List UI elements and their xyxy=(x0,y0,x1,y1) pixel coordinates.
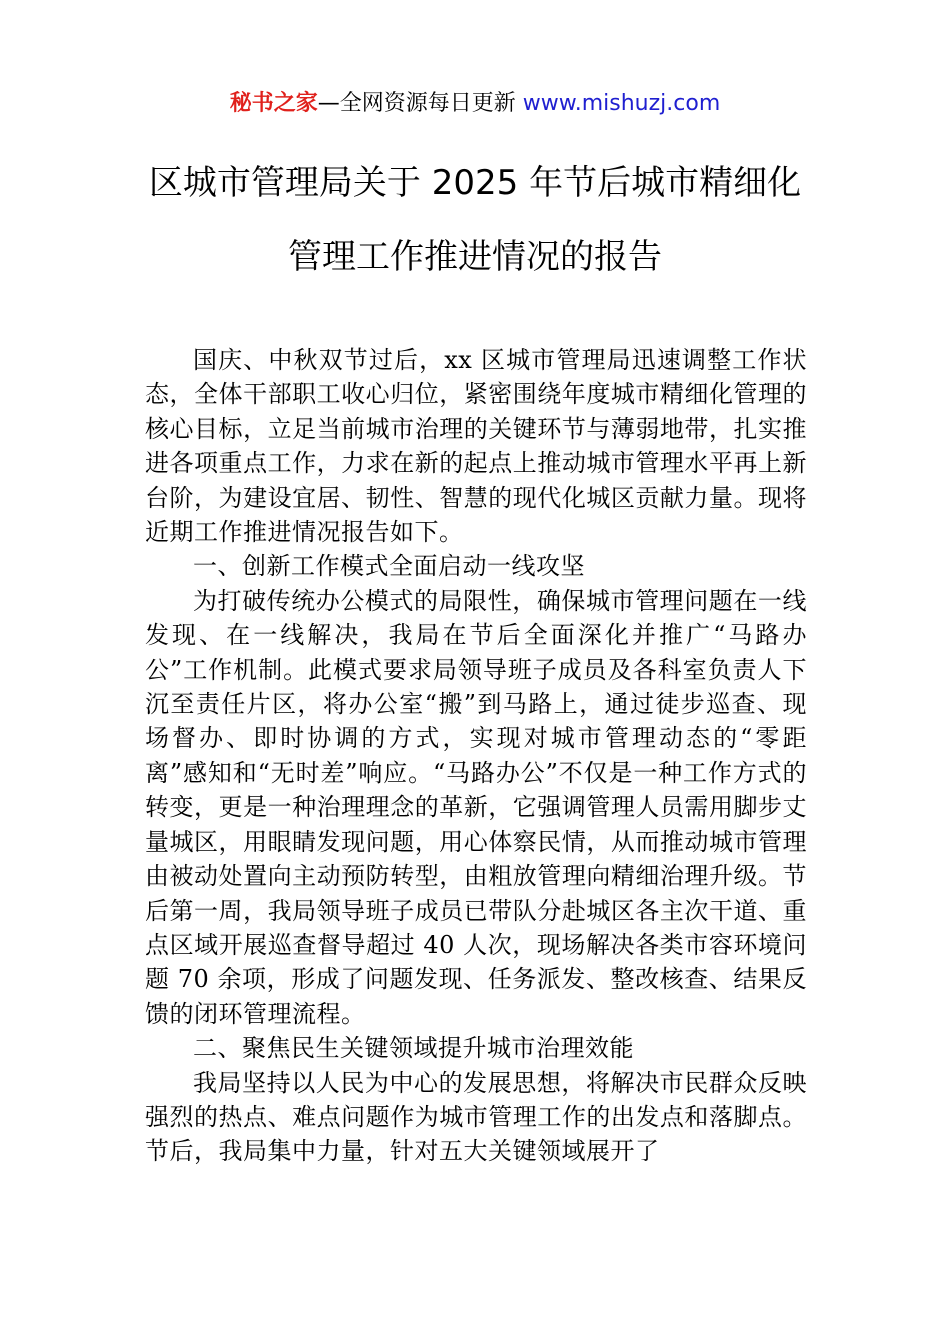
title-line-2: 管理工作推进情况的报告 xyxy=(288,237,662,277)
document-body xyxy=(145,343,807,1169)
site-header xyxy=(0,88,950,120)
section-2-paragraph: 我局坚持以人民为中心的发展思想，将解决市民群众反映强烈的热点、难点问题作为城市管理工作的出发点和落脚点。节后，我局集中力量，针对五大关键领域展开了 xyxy=(145,1068,807,1166)
header-tagline: —全网资源每日更新 xyxy=(317,91,523,116)
section-1-heading: 一、创新工作模式全面启动一线攻坚 xyxy=(193,552,585,581)
intro-paragraph: 国庆、中秋双节过后，xx 区城市管理局迅速调整工作状态，全体干部职工收心归位，紧密围绕年度城市精细化管理的核心目标，立足当前城市治理的关键环节与薄弱地带，扎实推进各项重点工作，力求在新的起点上推动城市管理水平再上新台阶，为建设宜居、韧性、智慧的现代化城区贡献力量。现将近期工作推进情况报告如下。 xyxy=(145,346,807,547)
brand-name: 秘书之家 xyxy=(229,91,318,116)
section-2-heading: 二、聚焦民生关键领域提升城市治理效能 xyxy=(193,1034,634,1063)
site-url[interactable]: www.mishuzj.com xyxy=(522,91,721,116)
document-title xyxy=(60,158,890,282)
title-line-1: 区城市管理局关于 2025 年节后城市精细化 xyxy=(148,163,802,203)
section-1-paragraph: 为打破传统办公模式的局限性，确保城市管理问题在一线发现、在一线解决，我局在节后全面深化并推广“马路办公”工作机制。此模式要求局领导班子成员及各科室负责人下沉至责任片区，将办公室“搬”到马路上，通过徒步巡查、现场督办、即时协调的方式，实现对城市管理动态的“零距离”感知和“无时差”响应。“马路办公”不仅是一种工作方式的转变，更是一种治理理念的革新，它强调管理人员需用脚步丈量城区，用眼睛发现问题，用心体察民情，从而推动城市管理由被动处置向主动预防转型，由粗放管理向精细治理升级。节后第一周，我局领导班子成员已带队分赴城区各主次干道、重点区域开展巡查督导超过 40 人次，现场解决各类市容环境问题 70 余项，形成了问题发现、任务派发、整改核查、结果反馈的闭环管理流程。 xyxy=(145,586,807,1028)
